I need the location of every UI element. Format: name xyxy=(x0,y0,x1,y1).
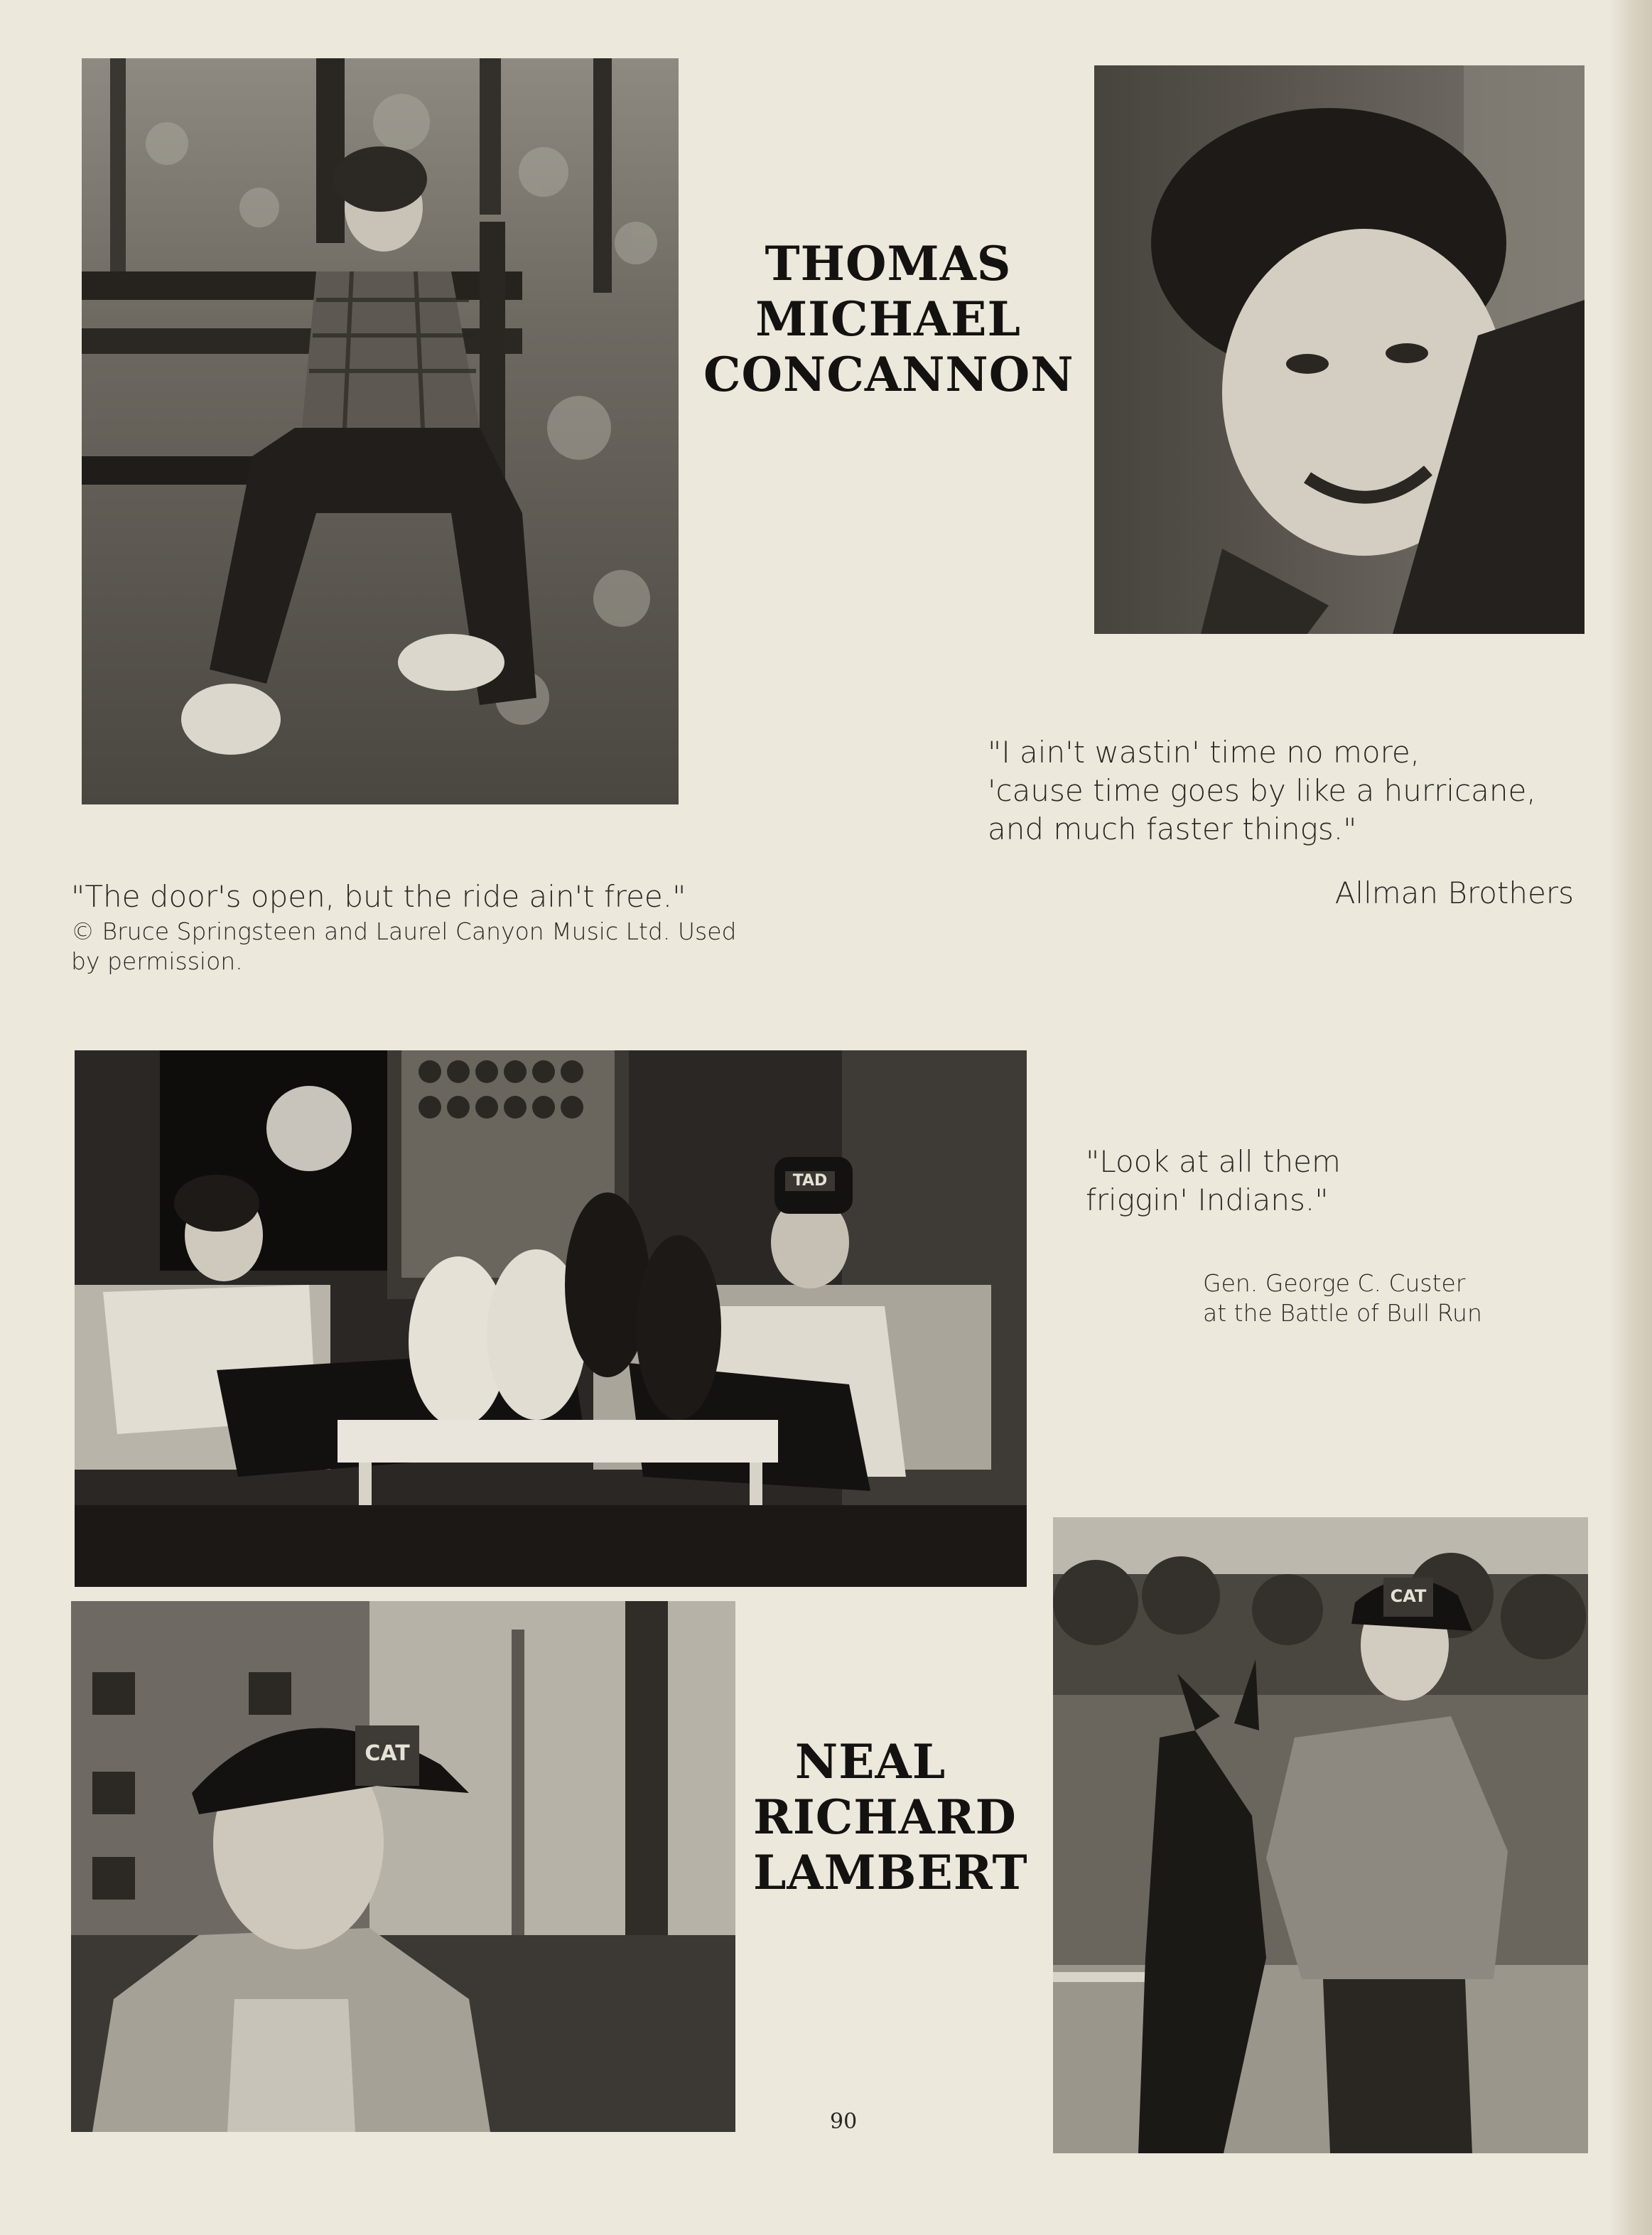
quote-line: "I ain't wastin' time no more, xyxy=(988,735,1420,770)
cap-logo-text: TAD xyxy=(785,1171,835,1191)
quote-attribution-allman: Allman Brothers xyxy=(1334,876,1574,910)
name-line: RICHARD xyxy=(753,1789,1017,1845)
page-edge-shadow xyxy=(1609,0,1652,2235)
name-line: THOMAS xyxy=(765,236,1012,291)
photo-concannon-portrait xyxy=(1094,65,1584,634)
quote-attribution-custer xyxy=(1203,1269,1572,1328)
quote-concannon-right xyxy=(988,733,1584,849)
photo-lambert-portrait xyxy=(71,1601,735,2132)
quote-concannon-left xyxy=(71,878,817,916)
name-line: MICHAEL xyxy=(755,291,1021,347)
quote-line: "Look at all them xyxy=(1086,1144,1341,1179)
name-line: NEAL xyxy=(794,1734,946,1789)
student-name-lambert xyxy=(753,1734,1028,1900)
name-line: CONCANNON xyxy=(703,347,1074,402)
cap-logo-text: CAT xyxy=(1390,1586,1427,1606)
photo-concannon-bench xyxy=(82,58,679,804)
quote-credit-springsteen xyxy=(71,917,824,976)
cap-logo-text: CAT xyxy=(365,1741,410,1766)
quote-line: friggin' Indians." xyxy=(1086,1183,1329,1217)
quote-line: and much faster things." xyxy=(988,812,1357,846)
quote-line: 'cause time goes by like a hurricane, xyxy=(988,773,1536,808)
credit-line: by permission. xyxy=(71,947,243,975)
photo-lambert-with-dog xyxy=(1053,1517,1588,2153)
student-name-concannon xyxy=(703,236,1073,402)
quote-text: "The door's open, but the ride ain't free." xyxy=(71,879,686,914)
attribution-line: at the Battle of Bull Run xyxy=(1203,1299,1482,1327)
name-line: LAMBERT xyxy=(753,1845,1028,1900)
quote-lambert xyxy=(1086,1143,1512,1219)
attribution-line: Gen. George C. Custer xyxy=(1203,1269,1466,1297)
credit-line: © Bruce Springsteen and Laurel Canyon Music Ltd. Used xyxy=(71,917,737,945)
page-number: 90 xyxy=(830,2109,858,2134)
photo-group-feet-up xyxy=(75,1050,1027,1587)
